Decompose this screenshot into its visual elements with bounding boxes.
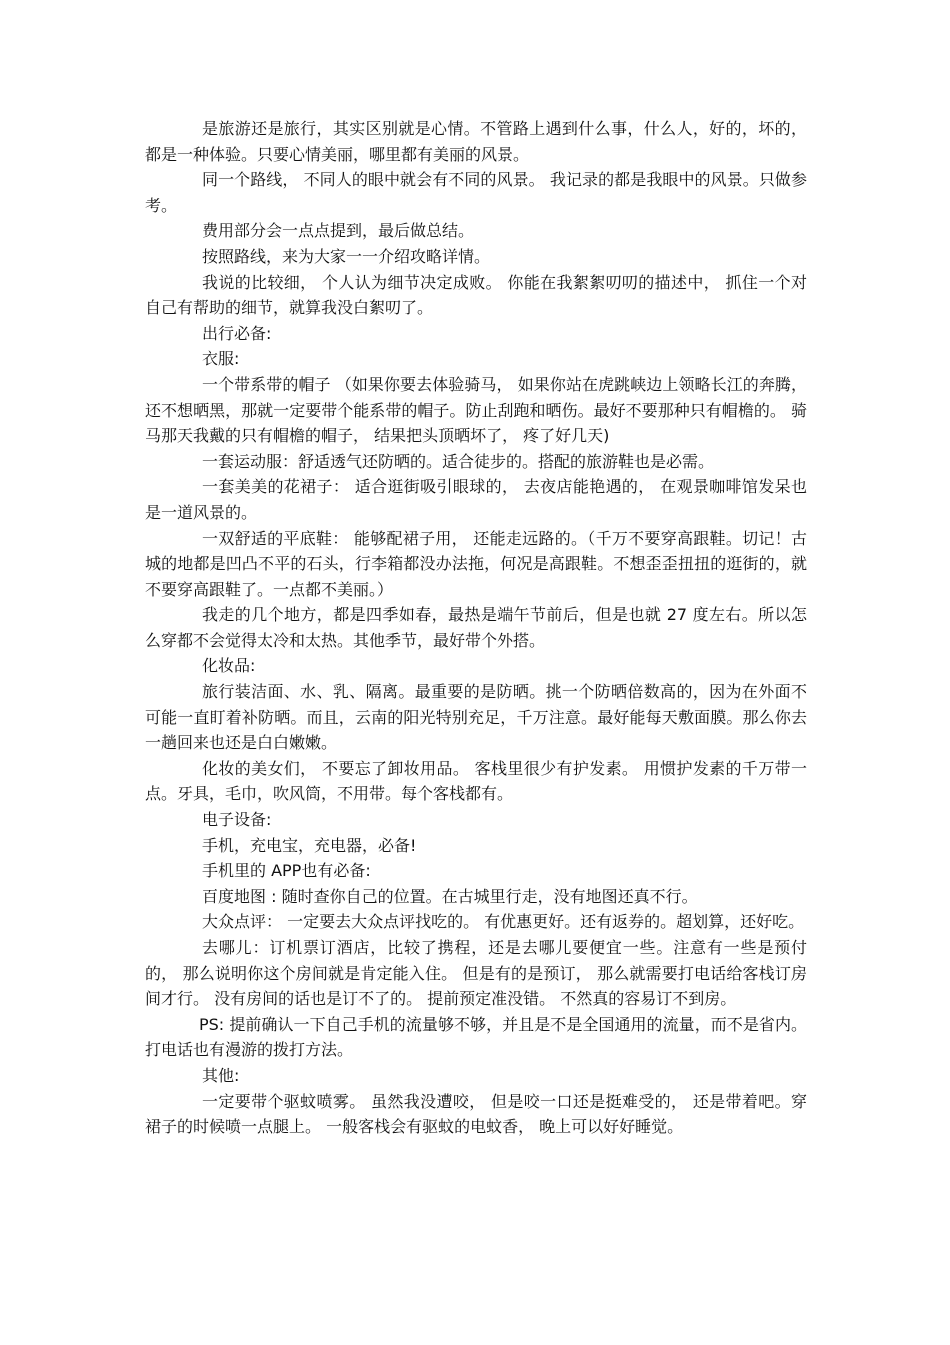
paragraph-hat: 一个带系带的帽子 （如果你要去体验骑马， 如果你站在虎跳峡边上领略长江的奔腾，还不想晒黑，那就一定要带个能系带的帽子。防止刮跑和晒伤。最好不要那种只有帽檐的。 骑马那天我戴的只有帽檐的帽子， 结果把头顶晒坏了， 疼了好几天) bbox=[145, 374, 807, 446]
paragraph-skincare: 旅行装洁面、水、乳、隔离。最重要的是防晒。挑一个防晒倍数高的，因为在外面不可能一直盯着补防晒。而且，云南的阳光特别充足，千万注意。最好能每天敷面膜。那么你去一趟回来也还是白白嫩嫩。 bbox=[145, 682, 807, 753]
paragraph-dress: 一套美美的花裙子： 适合逛街吸引眼球的， 去夜店能艳遇的， 在观景咖啡馆发呆也是一道风景的。 bbox=[145, 477, 807, 522]
paragraph-weather: 我走的几个地方，都是四季如春，最热是端午节前后，但是也就 27 度左右。所以怎么穿都不会觉得太冷和太热。其他季节，最好带个外搭。 bbox=[145, 605, 807, 650]
paragraph-route: 同一个路线， 不同人的眼中就会有不同的风景。 我记录的都是我眼中的风景。只做参考。 bbox=[145, 170, 807, 215]
paragraph-makeup: 化妆的美女们， 不要忘了卸妆用品。 客栈里很少有护发素。 用惯护发素的千万带一点。牙具，毛巾，吹风筒，不用带。每个客栈都有。 bbox=[145, 758, 807, 804]
paragraph-baidu-map: 百度地图 : 随时查你自己的位置。在古城里行走，没有地图还真不行。 bbox=[202, 886, 698, 906]
heading-other: 其他: bbox=[202, 1065, 240, 1085]
paragraph-qunar: 去哪儿：订机票订酒店，比较了携程，还是去哪儿要便宜一些。注意有一些是预付的， 那么说明你这个房间就是肯定能入住。 但是有的是预订， 那么就需要打电话给客栈订房间才行。 没有房间的话也是订不了的。 提前预定准没错。 不然真的容易订不到房。 bbox=[145, 938, 807, 1009]
paragraph-shoes: 一双舒适的平底鞋： 能够配裙子用， 还能走远路的。（千万不要穿高跟鞋。切记！古城的地都是凹凸不平的石头，行李箱都没办法拖，何况是高跟鞋。不想歪歪扭扭的逛街的，就不要穿高跟鞋了。一点都不美丽。） bbox=[145, 528, 807, 599]
heading-clothes: 衣服: bbox=[202, 349, 240, 369]
paragraph-detail: 我说的比较细， 个人认为细节决定成败。 你能在我絮絮叨叨的描述中， 抓住一个对自己有帮助的细节，就算我没白絮叨了。 bbox=[145, 272, 807, 318]
heading-electronics: 电子设备: bbox=[202, 810, 272, 830]
article-body bbox=[145, 116, 807, 1140]
paragraph-devices: 手机，充电宝，充电器，必备! bbox=[202, 835, 417, 855]
paragraph-cost: 费用部分会一点点提到，最后做总结。 bbox=[202, 221, 475, 241]
heading-apps: 手机里的 APP也有必备: bbox=[202, 861, 371, 881]
paragraph-dianping: 大众点评： 一定要去大众点评找吃的。 有优惠更好。还有返券的。超划算，还好吃。 bbox=[202, 912, 805, 932]
paragraph-sportswear: 一套运动服：舒适透气还防晒的。适合徒步的。搭配的旅游鞋也是必需。 bbox=[202, 451, 715, 471]
heading-essentials: 出行必备: bbox=[202, 323, 272, 343]
paragraph-guide: 按照路线，来为大家一一介绍攻略详情。 bbox=[202, 246, 491, 266]
paragraph-intro: 是旅游还是旅行，其实区别就是心情。不管路上遇到什么事，什么人，好的，坏的，都是一种体验。只要心情美丽，哪里都有美丽的风景。 bbox=[145, 119, 807, 164]
paragraph-mosquito: 一定要带个驱蚊喷雾。 虽然我没遭咬， 但是咬一口还是挺难受的， 还是带着吧。穿裙子的时候喷一点腿上。 一般客栈会有驱蚊的电蚊香， 晚上可以好好睡觉。 bbox=[145, 1091, 807, 1137]
heading-cosmetics: 化妆品: bbox=[202, 656, 256, 676]
paragraph-ps: PS: 提前确认一下自己手机的流量够不够，并且是不是全国通用的流量，而不是省内。打电话也有漫游的拨打方法。 bbox=[145, 1014, 807, 1060]
